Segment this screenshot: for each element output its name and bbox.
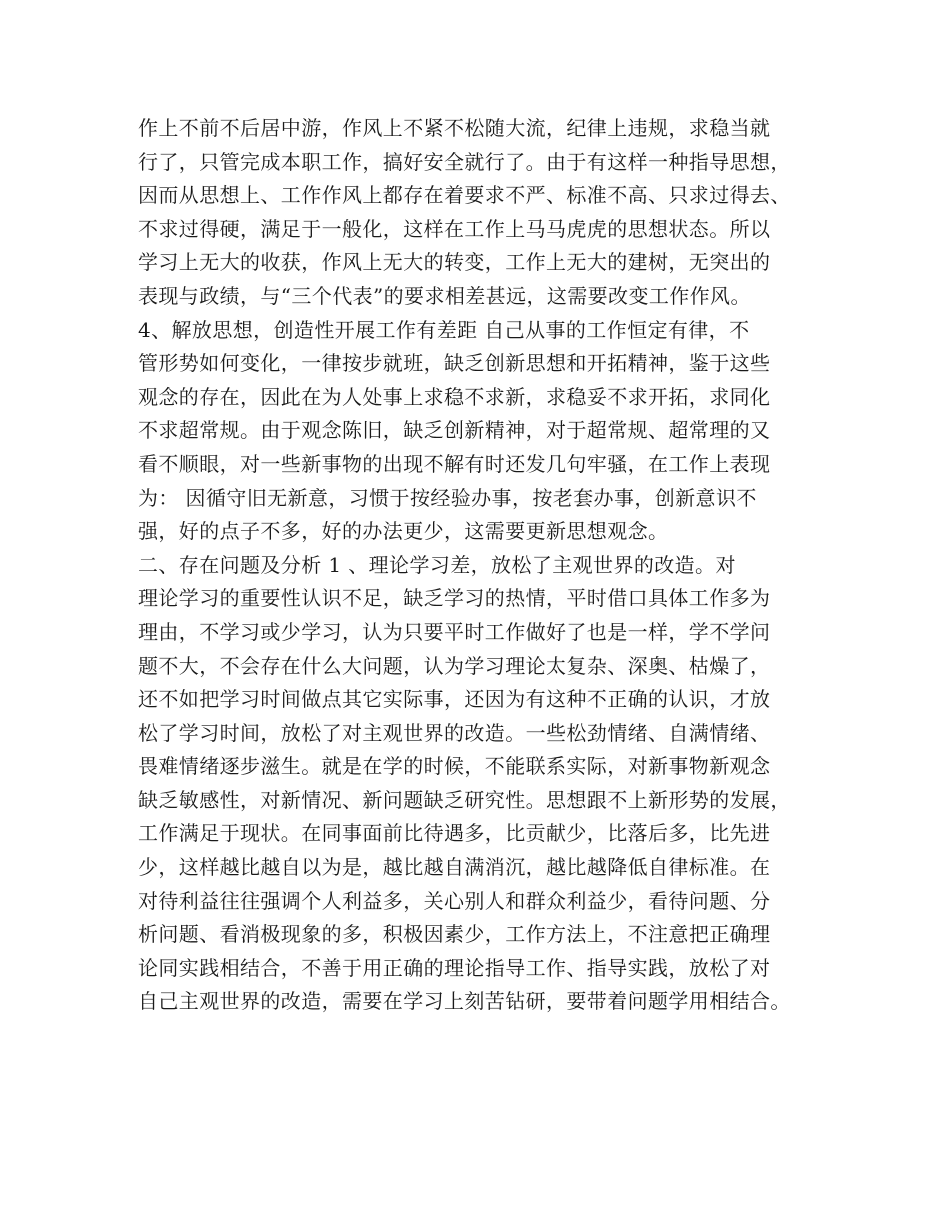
text-line: 行了，只管完成本职工作，搞好安全就行了。由于有这样一种指导思想， bbox=[138, 149, 791, 174]
text-line: 松了学习时间，放松了对主观世界的改造。一些松劲情绪、自满情绪、 bbox=[138, 720, 771, 745]
text-line: 畏难情绪逐步滋生。就是在学的时候，不能联系实际，对新事物新观念 bbox=[138, 754, 771, 779]
text-line: 观念的存在，因此在为人处事上求稳不求新，求稳妥不求开拓，求同化 bbox=[138, 384, 771, 409]
text-line: 理由，不学习或少学习，认为只要平时工作做好了也是一样，学不学问 bbox=[138, 619, 771, 644]
text-line: 理论学习的重要性认识不足，缺乏学习的热情，平时借口具体工作多为 bbox=[138, 586, 771, 611]
text-line: 不求超常规。由于观念陈旧，缺乏创新精神，对于超常规、超常理的又 bbox=[138, 418, 771, 443]
text-line: 题不大，不会存在什么大问题，认为学习理论太复杂、深奥、枯燥了， bbox=[138, 653, 771, 678]
text-line: 论同实践相结合，不善于用正确的理论指导工作、指导实践，放松了对 bbox=[138, 955, 771, 980]
text-line: 还不如把学习时间做点其它实际事，还因为有这种不正确的认识，才放 bbox=[138, 687, 771, 712]
body-text bbox=[138, 112, 828, 1019]
text-line: 因而从思想上、工作作风上都存在着要求不严、标准不高、只求过得去、 bbox=[138, 183, 791, 208]
text-line: 管形势如何变化，一律按步就班，缺乏创新思想和开拓精神，鉴于这些 bbox=[138, 351, 771, 376]
text-line: 自己主观世界的改造，需要在学习上刻苦钻研，要带着问题学用相结合。 bbox=[138, 989, 791, 1014]
section-heading-line: 4、解放思想，创造性开展工作有差距 自己从事的工作恒定有律，不 bbox=[138, 317, 750, 342]
text-line: 强，好的点子不多，好的办法更少，这需要更新思想观念。 bbox=[138, 519, 669, 544]
text-line: 看不顺眼，对一些新事物的出现不解有时还发几句牢骚，在工作上表现 bbox=[138, 451, 771, 476]
text-line: 缺乏敏感性，对新情况、新问题缺乏研究性。思想跟不上新形势的发展， bbox=[138, 787, 791, 812]
section-heading-line: 二、存在问题及分析 1 、理论学习差，放松了主观世界的改造。对 bbox=[138, 552, 736, 577]
text-line: 对待利益往往强调个人利益多，关心别人和群众利益少，看待问题、分 bbox=[138, 888, 771, 913]
text-line: 表现与政绩，与“三个代表”的要求相差甚远，这需要改变工作作风。 bbox=[138, 283, 751, 308]
text-line: 少，这样越比越自以为是，越比越自满消沉，越比越降低自律标准。在 bbox=[138, 855, 771, 880]
text-line: 作上不前不后居中游，作风上不紧不松随大流，纪律上违规，求稳当就 bbox=[138, 116, 771, 140]
text-line: 析问题、看消极现象的多，积极因素少，工作方法上，不注意把正确理 bbox=[138, 922, 771, 947]
text-line: 工作满足于现状。在同事面前比待遇多，比贡献少，比落后多，比先进 bbox=[138, 821, 771, 846]
text-line: 不求过得硬，满足于一般化，这样在工作上马马虎虎的思想状态。所以 bbox=[138, 216, 771, 241]
text-line: 学习上无大的收获，作风上无大的转变，工作上无大的建树，无突出的 bbox=[138, 250, 771, 275]
text-line: 为： 因循守旧无新意，习惯于按经验办事，按老套办事，创新意识不 bbox=[138, 485, 757, 510]
